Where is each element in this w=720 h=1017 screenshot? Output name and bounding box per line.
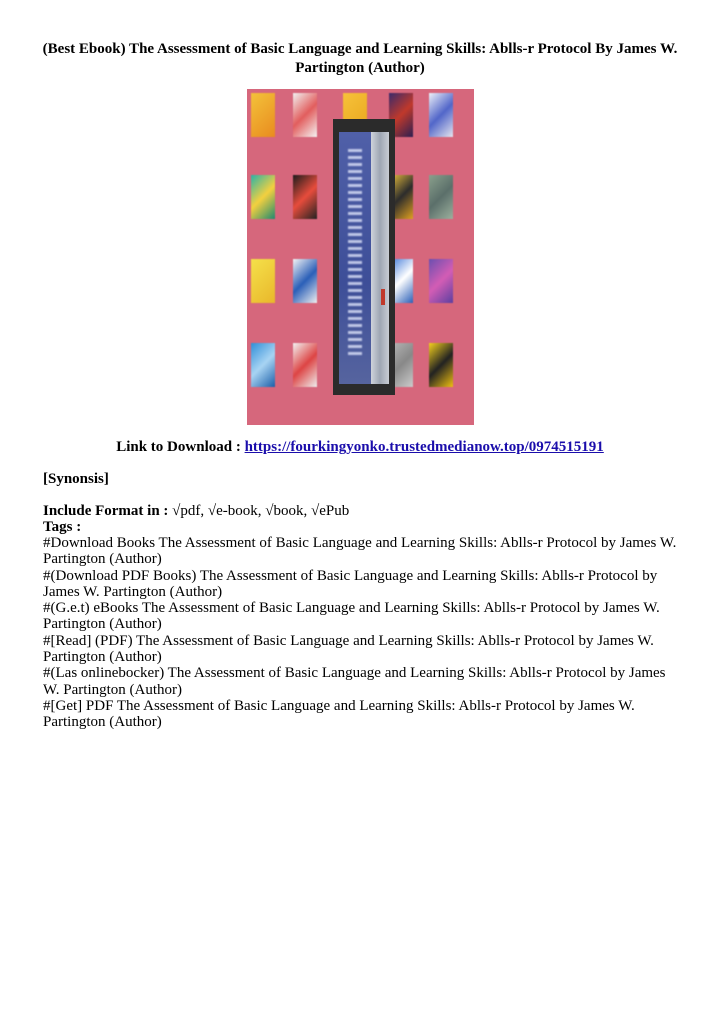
tags-label: Tags : <box>43 519 82 535</box>
cover-tile <box>293 259 317 303</box>
book-spine-text <box>348 149 362 359</box>
cover-tile <box>293 175 317 219</box>
download-link-line <box>40 438 680 457</box>
tag-item: #(Las onlinebocker) The Assessment of Basic Language and Learning Skills: Ablls-r Protocol by James W. Partington (Author) <box>43 665 666 698</box>
synopsis-heading: [Synonsis] <box>43 471 109 487</box>
cover-tile <box>429 343 453 387</box>
cover-tile <box>251 259 275 303</box>
cover-tile <box>293 93 317 137</box>
download-link[interactable]: https://fourkingyonko.trustedmedianow.top/0974515191 <box>244 439 604 455</box>
cover-tile <box>251 343 275 387</box>
cover-tile <box>251 93 275 137</box>
cover-tile <box>429 175 453 219</box>
format-line <box>43 502 349 521</box>
tag-item: #(G.e.t) eBooks The Assessment of Basic Language and Learning Skills: Ablls-r Protocol by James W. Partington (Author) <box>43 600 660 633</box>
cover-tile <box>293 343 317 387</box>
book-cover-image <box>247 89 474 425</box>
download-link-label: Link to Download : <box>116 439 245 455</box>
cover-tile <box>429 259 453 303</box>
format-values: √pdf, √e-book, √book, √ePub <box>172 503 350 519</box>
cover-tile <box>251 175 275 219</box>
tag-item: #Download Books The Assessment of Basic Language and Learning Skills: Ablls-r Protocol by James W. Partington (Author) <box>43 535 677 568</box>
format-label: Include Format in : <box>43 503 173 519</box>
tags-list <box>43 535 683 731</box>
tag-item: #[Read] (PDF) The Assessment of Basic Language and Learning Skills: Ablls-r Protocol by James W. Partington (Author) <box>43 632 654 666</box>
tag-item: #[Get] PDF The Assessment of Basic Language and Learning Skills: Ablls-r Protocol by James W. Partington (Author) <box>43 697 635 731</box>
book-bookmark <box>381 289 385 305</box>
page-title: (Best Ebook) The Assessment of Basic Language and Learning Skills: Ablls-r Protocol By James W. Partington (Author) <box>42 41 678 76</box>
tag-item: #(Download PDF Books) The Assessment of Basic Language and Learning Skills: Ablls-r Protocol by James W. Partington (Author) <box>43 567 658 600</box>
book-page-edge <box>371 132 389 384</box>
cover-tile <box>429 93 453 137</box>
